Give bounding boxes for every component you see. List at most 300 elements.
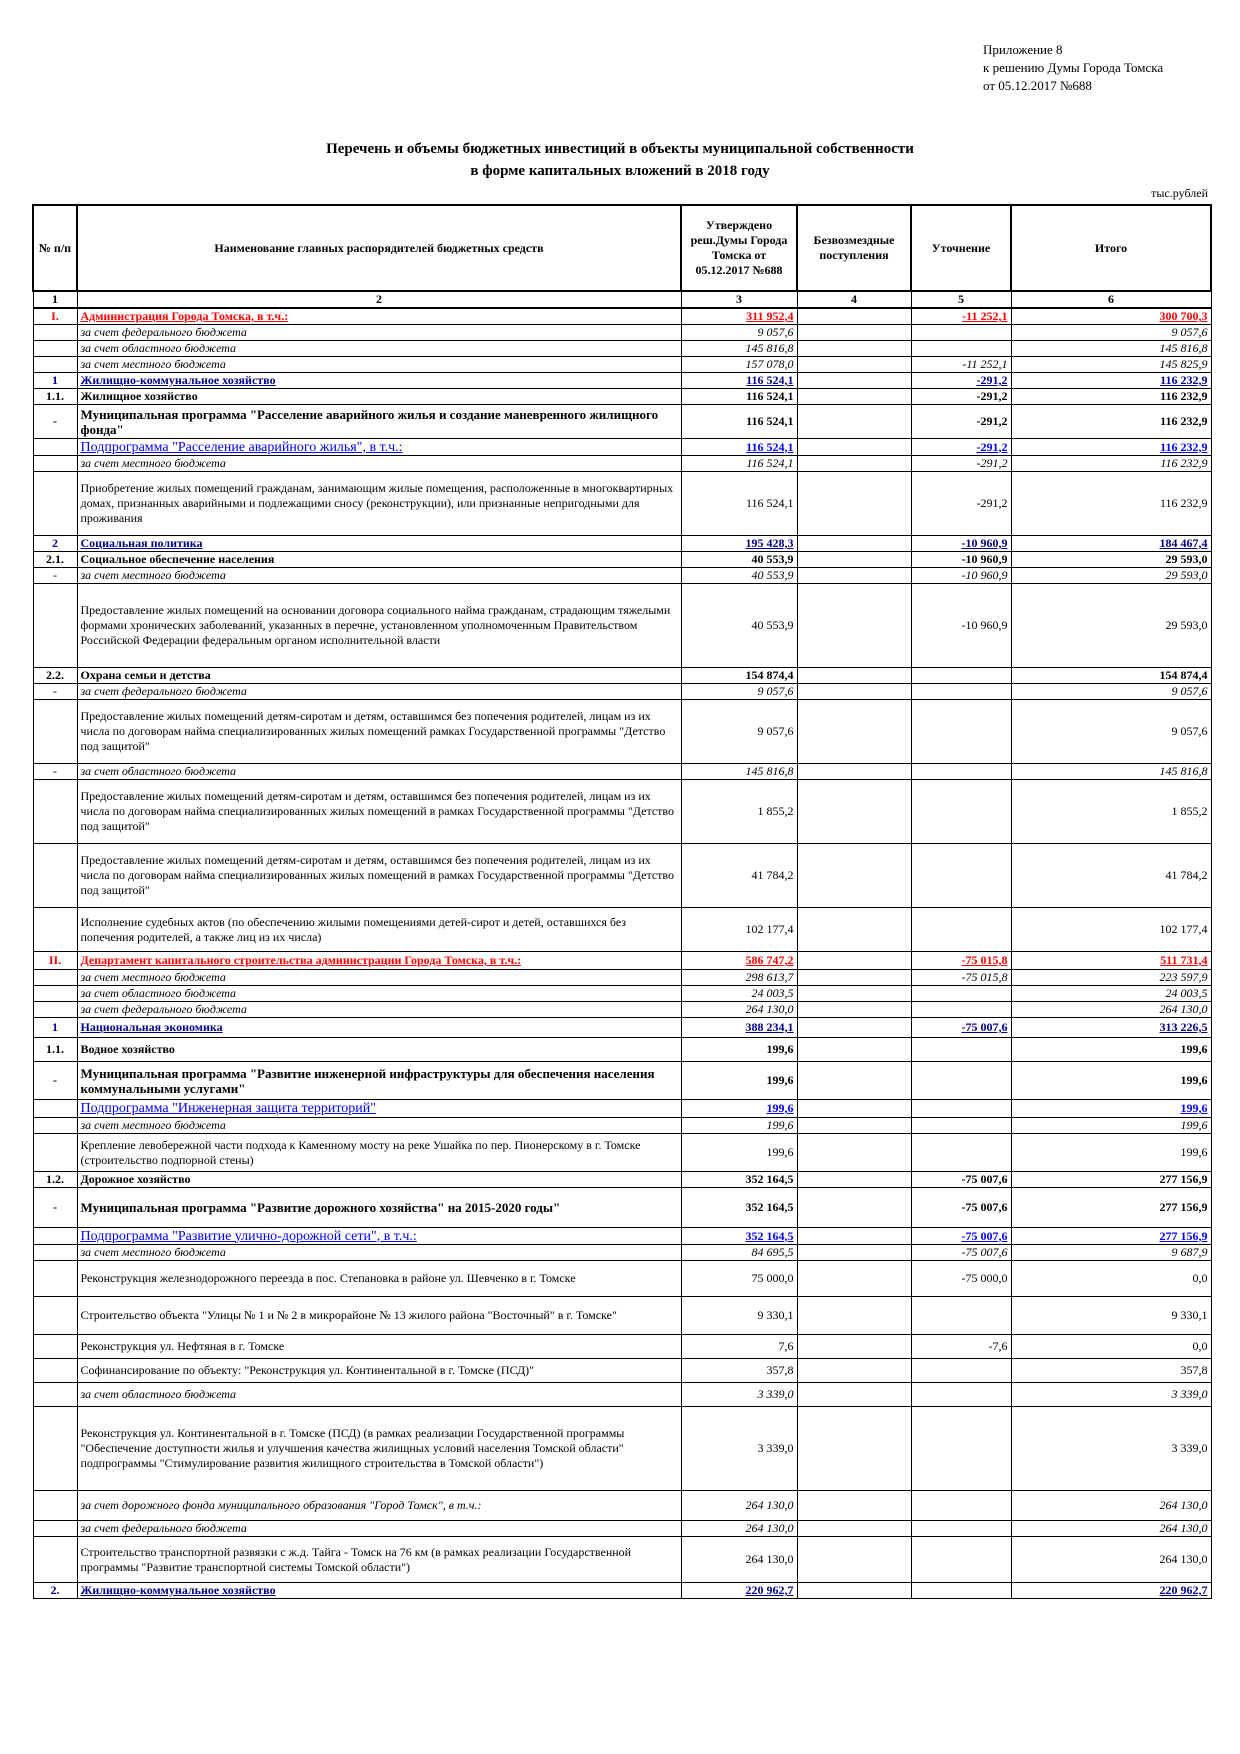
- table-row: [33, 389, 1211, 405]
- row-name: за счет местного бюджета: [77, 568, 681, 584]
- row-number: [33, 325, 77, 341]
- clarify-value: [911, 1100, 1011, 1118]
- row-name: Охрана семьи и детства: [77, 668, 681, 684]
- row-name: Реконструкция железнодорожного переезда в пос. Степановка в районе ул. Шевченко в г. Томске: [77, 1261, 681, 1297]
- column-header-name: Наименование главных распорядителей бюджетных средств: [77, 205, 681, 291]
- total-value: 264 130,0: [1011, 1002, 1211, 1018]
- clarify-value: -75 007,6: [911, 1245, 1011, 1261]
- table-row: [33, 1261, 1211, 1297]
- free-value: [797, 1188, 911, 1228]
- table-row: [33, 357, 1211, 373]
- free-value: [797, 1018, 911, 1038]
- total-value: 277 156,9: [1011, 1188, 1211, 1228]
- table-row: [33, 1245, 1211, 1261]
- table-row: [33, 668, 1211, 684]
- total-value: 313 226,5: [1011, 1018, 1211, 1038]
- clarify-value: [911, 1521, 1011, 1537]
- total-value: 116 232,9: [1011, 472, 1211, 536]
- total-value: 511 731,4: [1011, 952, 1211, 970]
- table-row: [33, 1118, 1211, 1134]
- table-row: [33, 952, 1211, 970]
- units-label: тыс.рублей: [1151, 186, 1208, 200]
- column-header-num: № п/п: [33, 205, 77, 291]
- approved-value: 388 234,1: [681, 1018, 797, 1038]
- row-name: Софинансирование по объекту: "Реконструкция ул. Континентальной в г. Томске (ПСД)": [77, 1359, 681, 1383]
- row-name: Жилищно-коммунальное хозяйство: [77, 373, 681, 389]
- row-number: [33, 584, 77, 668]
- row-number: [33, 439, 77, 456]
- row-number: 2.1.: [33, 552, 77, 568]
- clarify-value: -75 015,8: [911, 970, 1011, 986]
- free-value: [797, 1521, 911, 1537]
- total-value: 184 467,4: [1011, 536, 1211, 552]
- total-value: 277 156,9: [1011, 1228, 1211, 1245]
- approved-value: 195 428,3: [681, 536, 797, 552]
- free-value: [797, 308, 911, 325]
- row-number: [33, 1407, 77, 1491]
- total-value: 102 177,4: [1011, 908, 1211, 952]
- table-row: [33, 341, 1211, 357]
- table-row: [33, 1038, 1211, 1062]
- clarify-value: -11 252,1: [911, 357, 1011, 373]
- table-row: [33, 552, 1211, 568]
- free-value: [797, 1261, 911, 1297]
- clarify-value: [911, 844, 1011, 908]
- table-row: [33, 1100, 1211, 1118]
- row-name: Жилищно-коммунальное хозяйство: [77, 1583, 681, 1599]
- table-row: [33, 1002, 1211, 1018]
- row-name: Национальная экономика: [77, 1018, 681, 1038]
- column-header-approved: Утверждено реш.Думы Города Томска от 05.12.2017 №688: [681, 205, 797, 291]
- clarify-value: -75 007,6: [911, 1172, 1011, 1188]
- clarify-value: [911, 341, 1011, 357]
- total-value: 29 593,0: [1011, 568, 1211, 584]
- clarify-value: [911, 764, 1011, 780]
- clarify-value: [911, 668, 1011, 684]
- clarify-value: -291,2: [911, 389, 1011, 405]
- free-value: [797, 1383, 911, 1407]
- total-value: 9 057,6: [1011, 684, 1211, 700]
- clarify-value: -291,2: [911, 405, 1011, 439]
- free-value: [797, 1228, 911, 1245]
- free-value: [797, 1297, 911, 1335]
- clarify-value: [911, 1383, 1011, 1407]
- approved-value: 199,6: [681, 1038, 797, 1062]
- row-name: за счет федерального бюджета: [77, 1521, 681, 1537]
- approved-value: 357,8: [681, 1359, 797, 1383]
- total-value: 116 232,9: [1011, 373, 1211, 389]
- approved-value: 102 177,4: [681, 908, 797, 952]
- clarify-value: [911, 780, 1011, 844]
- free-value: [797, 341, 911, 357]
- row-number: 1.1.: [33, 1038, 77, 1062]
- clarify-value: [911, 908, 1011, 952]
- clarify-value: [911, 325, 1011, 341]
- approved-value: 116 524,1: [681, 389, 797, 405]
- approved-value: 116 524,1: [681, 472, 797, 536]
- row-number: [33, 700, 77, 764]
- free-value: [797, 472, 911, 536]
- clarify-value: [911, 986, 1011, 1002]
- approved-value: 3 339,0: [681, 1407, 797, 1491]
- total-value: 357,8: [1011, 1359, 1211, 1383]
- approved-value: 145 816,8: [681, 764, 797, 780]
- row-name: Реконструкция ул. Континентальной в г. Томске (ПСД) (в рамках реализации Государственной программы "Обеспечение доступности жилья и улучшения качества жилищных условий населения Томской области" подпрограммы "Стимулирование развития жилищного строительства в Томской области"): [77, 1407, 681, 1491]
- row-number: [33, 1521, 77, 1537]
- table-row: [33, 1062, 1211, 1100]
- total-value: 199,6: [1011, 1038, 1211, 1062]
- total-value: 145 816,8: [1011, 764, 1211, 780]
- approved-value: 145 816,8: [681, 341, 797, 357]
- column-number: 6: [1011, 291, 1211, 308]
- total-value: 145 816,8: [1011, 341, 1211, 357]
- free-value: [797, 1062, 911, 1100]
- total-value: 199,6: [1011, 1062, 1211, 1100]
- row-number: [33, 1261, 77, 1297]
- free-value: [797, 908, 911, 952]
- total-value: 264 130,0: [1011, 1491, 1211, 1521]
- column-number: 4: [797, 291, 911, 308]
- table-row: [33, 684, 1211, 700]
- total-value: 264 130,0: [1011, 1537, 1211, 1583]
- clarify-value: [911, 1359, 1011, 1383]
- clarify-value: [911, 1537, 1011, 1583]
- approved-value: 199,6: [681, 1062, 797, 1100]
- table-row: [33, 986, 1211, 1002]
- header-row: [33, 205, 1211, 291]
- total-value: 9 687,9: [1011, 1245, 1211, 1261]
- total-value: 220 962,7: [1011, 1583, 1211, 1599]
- row-number: [33, 341, 77, 357]
- free-value: [797, 1134, 911, 1172]
- column-number: 1: [33, 291, 77, 308]
- row-name: Дорожное хозяйство: [77, 1172, 681, 1188]
- row-name: Подпрограмма "Развитие улично-дорожной сети", в т.ч.:: [77, 1228, 681, 1245]
- approved-value: 41 784,2: [681, 844, 797, 908]
- clarify-value: -75 007,6: [911, 1228, 1011, 1245]
- column-header-free: Безвозмездные поступления: [797, 205, 911, 291]
- total-value: 9 057,6: [1011, 325, 1211, 341]
- row-number: [33, 780, 77, 844]
- title-line: Перечень и объемы бюджетных инвестиций в объекты муниципальной собственности: [326, 141, 914, 157]
- table-row: [33, 1521, 1211, 1537]
- total-value: 277 156,9: [1011, 1172, 1211, 1188]
- column-header-clarify: Уточнение: [911, 205, 1011, 291]
- row-name: за счет дорожного фонда муниципального образования "Город Томск", в т.ч.:: [77, 1491, 681, 1521]
- row-number: 1: [33, 373, 77, 389]
- free-value: [797, 1335, 911, 1359]
- approved-value: 3 339,0: [681, 1383, 797, 1407]
- clarify-value: -10 960,9: [911, 536, 1011, 552]
- row-number: [33, 456, 77, 472]
- row-number: [33, 1335, 77, 1359]
- total-value: 0,0: [1011, 1261, 1211, 1297]
- free-value: [797, 325, 911, 341]
- row-number: [33, 986, 77, 1002]
- row-name: Муниципальная программа "Расселение аварийного жилья и создание маневренного жилищного фонда": [77, 405, 681, 439]
- total-value: 41 784,2: [1011, 844, 1211, 908]
- free-value: [797, 1118, 911, 1134]
- row-number: [33, 908, 77, 952]
- clarify-value: [911, 1038, 1011, 1062]
- free-value: [797, 456, 911, 472]
- approved-value: 116 524,1: [681, 439, 797, 456]
- row-number: [33, 1491, 77, 1521]
- total-value: 3 339,0: [1011, 1407, 1211, 1491]
- row-number: [33, 1118, 77, 1134]
- approved-value: 264 130,0: [681, 1002, 797, 1018]
- appendix-line: к решению Думы Города Томска: [983, 60, 1164, 75]
- row-name: Исполнение судебных актов (по обеспечению жилыми помещениями детей-сирот и детей, оставшихся без попечения родителей, а также лиц из их числа): [77, 908, 681, 952]
- row-number: [33, 1134, 77, 1172]
- table-row: [33, 1335, 1211, 1359]
- clarify-value: -291,2: [911, 373, 1011, 389]
- appendix-header: [983, 41, 1163, 95]
- free-value: [797, 1359, 911, 1383]
- approved-value: 9 330,1: [681, 1297, 797, 1335]
- row-number: -: [33, 405, 77, 439]
- total-value: 300 700,3: [1011, 308, 1211, 325]
- free-value: [797, 700, 911, 764]
- row-name: Подпрограмма "Инженерная защита территорий": [77, 1100, 681, 1118]
- table-row: [33, 1491, 1211, 1521]
- row-number: I.: [33, 308, 77, 325]
- free-value: [797, 1245, 911, 1261]
- row-number: -: [33, 568, 77, 584]
- clarify-value: -75 007,6: [911, 1188, 1011, 1228]
- total-value: 145 825,9: [1011, 357, 1211, 373]
- approved-value: 84 695,5: [681, 1245, 797, 1261]
- table-row: [33, 456, 1211, 472]
- free-value: [797, 439, 911, 456]
- free-value: [797, 952, 911, 970]
- total-value: 223 597,9: [1011, 970, 1211, 986]
- row-name: Приобретение жилых помещений гражданам, занимающим жилые помещения, расположенные в многоквартирных домах, признанных аварийными и подлежащими сносу (реконструкции), или признанные непригодными для проживания: [77, 472, 681, 536]
- approved-value: 264 130,0: [681, 1491, 797, 1521]
- total-value: 9 057,6: [1011, 700, 1211, 764]
- table-row: [33, 584, 1211, 668]
- approved-value: 7,6: [681, 1335, 797, 1359]
- total-value: 199,6: [1011, 1134, 1211, 1172]
- row-number: 2: [33, 536, 77, 552]
- clarify-value: -10 960,9: [911, 552, 1011, 568]
- table-row: [33, 1297, 1211, 1335]
- free-value: [797, 584, 911, 668]
- approved-value: 116 524,1: [681, 405, 797, 439]
- total-value: 3 339,0: [1011, 1383, 1211, 1407]
- free-value: [797, 389, 911, 405]
- document-title: [0, 138, 1240, 182]
- clarify-value: [911, 1134, 1011, 1172]
- clarify-value: [911, 1491, 1011, 1521]
- row-number: -: [33, 764, 77, 780]
- row-name: за счет областного бюджета: [77, 1383, 681, 1407]
- table-row: [33, 1383, 1211, 1407]
- row-name: Предоставление жилых помещений детям-сиротам и детям, оставшимся без попечения родителей, лицам из их числа по договорам найма специализированных жилых помещений рамках Государственной программы "Детство под защитой": [77, 700, 681, 764]
- row-name: за счет местного бюджета: [77, 1245, 681, 1261]
- row-name: Муниципальная программа "Развитие дорожного хозяйства" на 2015-2020 годы": [77, 1188, 681, 1228]
- column-header-total: Итого: [1011, 205, 1211, 291]
- row-number: -: [33, 1188, 77, 1228]
- row-name: за счет областного бюджета: [77, 986, 681, 1002]
- clarify-value: -10 960,9: [911, 584, 1011, 668]
- row-number: [33, 357, 77, 373]
- free-value: [797, 1038, 911, 1062]
- approved-value: 352 164,5: [681, 1188, 797, 1228]
- approved-value: 154 874,4: [681, 668, 797, 684]
- total-value: 264 130,0: [1011, 1521, 1211, 1537]
- row-number: [33, 1100, 77, 1118]
- row-name: за счет федерального бюджета: [77, 684, 681, 700]
- row-name: за счет местного бюджета: [77, 456, 681, 472]
- clarify-value: [911, 700, 1011, 764]
- table-row: [33, 1407, 1211, 1491]
- table-row: [33, 439, 1211, 456]
- total-value: 0,0: [1011, 1335, 1211, 1359]
- total-value: 1 855,2: [1011, 780, 1211, 844]
- row-number: [33, 1228, 77, 1245]
- free-value: [797, 1100, 911, 1118]
- approved-value: 1 855,2: [681, 780, 797, 844]
- row-number: [33, 1297, 77, 1335]
- free-value: [797, 1537, 911, 1583]
- approved-value: 116 524,1: [681, 456, 797, 472]
- free-value: [797, 764, 911, 780]
- row-name: за счет местного бюджета: [77, 970, 681, 986]
- table-row: [33, 568, 1211, 584]
- row-name: за счет федерального бюджета: [77, 1002, 681, 1018]
- row-number: 2.: [33, 1583, 77, 1599]
- total-value: 116 232,9: [1011, 389, 1211, 405]
- table-row: [33, 700, 1211, 764]
- free-value: [797, 1002, 911, 1018]
- clarify-value: -291,2: [911, 439, 1011, 456]
- approved-value: 264 130,0: [681, 1537, 797, 1583]
- row-number: [33, 970, 77, 986]
- clarify-value: [911, 1118, 1011, 1134]
- free-value: [797, 1583, 911, 1599]
- approved-value: 220 962,7: [681, 1583, 797, 1599]
- table-row: [33, 405, 1211, 439]
- total-value: 116 232,9: [1011, 405, 1211, 439]
- budget-table: [32, 204, 1212, 1599]
- approved-value: 9 057,6: [681, 700, 797, 764]
- row-name: Департамент капитального строительства администрации Города Томска, в т.ч.:: [77, 952, 681, 970]
- row-name: за счет областного бюджета: [77, 764, 681, 780]
- column-number: 2: [77, 291, 681, 308]
- free-value: [797, 986, 911, 1002]
- table-row: [33, 908, 1211, 952]
- row-name: Строительство объекта "Улицы № 1 и № 2 в микрорайоне № 13 жилого района "Восточный" в г. Томске": [77, 1297, 681, 1335]
- row-name: Крепление левобережной части подхода к Каменному мосту на реке Ушайка по пер. Пионерскому в г. Томске (строительство подпорной стены): [77, 1134, 681, 1172]
- row-name: Жилищное хозяйство: [77, 389, 681, 405]
- total-value: 9 330,1: [1011, 1297, 1211, 1335]
- free-value: [797, 357, 911, 373]
- approved-value: 40 553,9: [681, 568, 797, 584]
- column-number: 5: [911, 291, 1011, 308]
- table-row: [33, 1134, 1211, 1172]
- clarify-value: [911, 1297, 1011, 1335]
- total-value: 29 593,0: [1011, 584, 1211, 668]
- approved-value: 199,6: [681, 1100, 797, 1118]
- clarify-value: -75 000,0: [911, 1261, 1011, 1297]
- clarify-value: -11 252,1: [911, 308, 1011, 325]
- row-number: [33, 844, 77, 908]
- row-number: [33, 472, 77, 536]
- approved-value: 75 000,0: [681, 1261, 797, 1297]
- total-value: 199,6: [1011, 1100, 1211, 1118]
- row-number: [33, 1245, 77, 1261]
- clarify-value: [911, 1062, 1011, 1100]
- row-number: [33, 1383, 77, 1407]
- total-value: 199,6: [1011, 1118, 1211, 1134]
- free-value: [797, 552, 911, 568]
- row-number: 2.2.: [33, 668, 77, 684]
- clarify-value: -7,6: [911, 1335, 1011, 1359]
- table-row: [33, 308, 1211, 325]
- clarify-value: [911, 1407, 1011, 1491]
- approved-value: 40 553,9: [681, 584, 797, 668]
- table-row: [33, 1359, 1211, 1383]
- approved-value: 9 057,6: [681, 684, 797, 700]
- row-number: 1: [33, 1018, 77, 1038]
- table-body: [33, 308, 1211, 1599]
- table-row: [33, 472, 1211, 536]
- table-row: [33, 1172, 1211, 1188]
- approved-value: 298 613,7: [681, 970, 797, 986]
- total-value: 24 003,5: [1011, 986, 1211, 1002]
- free-value: [797, 405, 911, 439]
- row-name: за счет местного бюджета: [77, 357, 681, 373]
- approved-value: 264 130,0: [681, 1521, 797, 1537]
- free-value: [797, 844, 911, 908]
- table-row: [33, 780, 1211, 844]
- row-name: за счет местного бюджета: [77, 1118, 681, 1134]
- clarify-value: -75 007,6: [911, 1018, 1011, 1038]
- row-name: Водное хозяйство: [77, 1038, 681, 1062]
- approved-value: 199,6: [681, 1118, 797, 1134]
- row-name: Предоставление жилых помещений детям-сиротам и детям, оставшимся без попечения родителей, лицам из их числа по договорам найма специализированных жилых помещений в рамках Государственной программы "Детство под защитой": [77, 780, 681, 844]
- clarify-value: [911, 1583, 1011, 1599]
- row-name: Предоставление жилых помещений на основании договора социального найма гражданам, страдающим тяжелыми формами хронических заболеваний, указанных в перечне, установленном уполномоченным Правительством Российской Федерации федеральным органом исполнительной власти: [77, 584, 681, 668]
- table-row: [33, 764, 1211, 780]
- approved-value: 199,6: [681, 1134, 797, 1172]
- row-number: [33, 1359, 77, 1383]
- title-line: в форме капитальных вложений в 2018 году: [470, 163, 770, 179]
- table-row: [33, 1228, 1211, 1245]
- total-value: 116 232,9: [1011, 439, 1211, 456]
- free-value: [797, 780, 911, 844]
- row-number: 1.2.: [33, 1172, 77, 1188]
- clarify-value: [911, 684, 1011, 700]
- free-value: [797, 1172, 911, 1188]
- row-name: Социальная политика: [77, 536, 681, 552]
- total-value: 29 593,0: [1011, 552, 1211, 568]
- free-value: [797, 1407, 911, 1491]
- row-name: Муниципальная программа "Развитие инженерной инфраструктуры для обеспечения населения коммунальными услугами": [77, 1062, 681, 1100]
- free-value: [797, 536, 911, 552]
- approved-value: 9 057,6: [681, 325, 797, 341]
- approved-value: 311 952,4: [681, 308, 797, 325]
- row-name: Строительство транспортной развязки с ж.д. Тайга - Томск на 76 км (в рамках реализации Государственной программы "Развитие транспортной системы Томской области"): [77, 1537, 681, 1583]
- clarify-value: -291,2: [911, 456, 1011, 472]
- row-number: -: [33, 684, 77, 700]
- appendix-line: Приложение 8: [983, 42, 1063, 57]
- free-value: [797, 373, 911, 389]
- table-row: [33, 373, 1211, 389]
- clarify-value: [911, 1002, 1011, 1018]
- approved-value: 40 553,9: [681, 552, 797, 568]
